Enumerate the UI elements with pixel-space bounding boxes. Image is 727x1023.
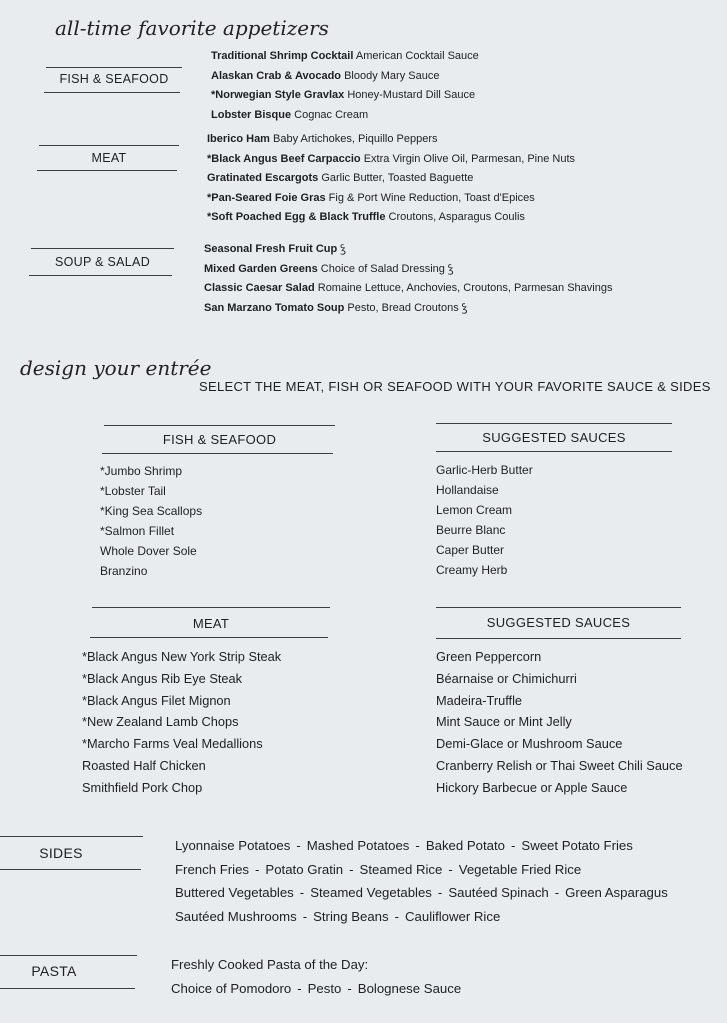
- divider: [436, 451, 672, 452]
- option-item: Buttered Vegetables: [175, 885, 294, 900]
- sauce-item: Creamy Herb: [436, 563, 508, 577]
- separator: -: [394, 908, 400, 924]
- menu-item-name: Classic Caesar Salad: [204, 282, 315, 294]
- menu-item-description: Honey-Mustard Dill Sauce: [344, 89, 476, 101]
- pasta-line: Freshly Cooked Pasta of the Day:: [171, 957, 369, 972]
- option-item: Baked Potato: [425, 838, 505, 853]
- sauce-item: Beurre Blanc: [436, 523, 506, 537]
- pasta-choices: [171, 977, 461, 1001]
- sides-line: [175, 834, 668, 858]
- divider: [436, 423, 672, 424]
- menu-item: [204, 279, 612, 299]
- menu-item: [204, 260, 612, 280]
- sauce-item: Demi-Glace or Mushroom Sauce: [436, 736, 623, 752]
- option-item: Potato Gratin: [265, 861, 344, 877]
- option-item: Sautéed Mushrooms: [175, 908, 297, 924]
- option-item: Sweet Potato Fries: [521, 838, 633, 853]
- option-item: Vegetable Fried Rice: [458, 861, 582, 877]
- menu-item-name: San Marzano Tomato Soup: [204, 301, 345, 314]
- option-item: Sautéed Spinach: [448, 885, 549, 900]
- entree-item: *Black Angus Filet Mignon: [82, 692, 231, 708]
- menu-item-name: Mixed Garden Greens: [204, 262, 318, 275]
- fish-items-list: [100, 461, 202, 581]
- divider: [37, 170, 177, 171]
- sauce-item: Lemon Cream: [436, 503, 513, 517]
- entree-meat-heading: MEAT: [192, 616, 230, 631]
- separator: -: [448, 861, 453, 877]
- fish-sauces-heading: SUGGESTED SAUCES: [482, 430, 626, 445]
- separator: -: [347, 980, 352, 996]
- divider: [92, 607, 330, 608]
- menu-item-name: *Norwegian Style Gravlax: [211, 89, 345, 101]
- menu-item: [207, 150, 575, 170]
- divider: [0, 988, 135, 989]
- sauce-item: Hollandaise: [436, 483, 499, 497]
- menu-item-name: Traditional Shrimp Cocktail: [211, 50, 354, 62]
- sauce-item: Cranberry Relish or Thai Sweet Chili Sauce: [436, 757, 683, 773]
- option-item: String Beans: [313, 908, 389, 924]
- menu-item-description: Croutons, Asparagus Coulis: [385, 211, 525, 223]
- menu-item-description: Choice of Salad Dressing: [317, 262, 445, 275]
- option-item: Green Asparagus: [565, 885, 668, 900]
- fish-sauces-list: [436, 460, 533, 580]
- option-item: Lyonnaise Potatoes: [175, 838, 291, 853]
- menu-item: [207, 169, 575, 189]
- menu-item: [211, 67, 479, 87]
- sauce-item: Madeira-Truffle: [436, 692, 523, 708]
- menu-item-name: *Soft Poached Egg & Black Truffle: [207, 211, 386, 223]
- sauce-item: Green Peppercorn: [436, 649, 542, 664]
- divider: [44, 92, 180, 93]
- separator: -: [302, 908, 308, 924]
- separator: -: [349, 861, 354, 877]
- option-item: Pesto: [307, 980, 342, 996]
- meat-sauces-heading: SUGGESTED SAUCES: [486, 615, 631, 630]
- menu-item-name: *Black Angus Beef Carpaccio: [207, 152, 361, 165]
- divider: [436, 638, 681, 639]
- pasta-list: [171, 953, 461, 1000]
- sauce-item: Caper Butter: [436, 543, 505, 557]
- menu-item-name: Iberico Ham: [207, 133, 270, 145]
- entree-subtitle: SELECT THE MEAT, FISH OR SEAFOOD WITH YOUR FAVORITE SAUCE & SIDES: [199, 379, 711, 394]
- option-item: Steamed Rice: [359, 861, 443, 877]
- appetizer-meat-list: [207, 130, 575, 228]
- menu-item-description: Cognac Cream: [291, 108, 369, 121]
- menu-item: [207, 189, 575, 209]
- entree-item: *New Zealand Lamb Chops: [82, 714, 239, 730]
- menu-item-description: Extra Virgin Olive Oil, Parmesan, Pine Nuts: [360, 152, 576, 165]
- menu-item: [211, 106, 479, 126]
- separator: -: [296, 838, 301, 853]
- divider: [39, 145, 179, 146]
- menu-item-description: American Cocktail Sauce: [353, 50, 479, 62]
- sauce-item: Béarnaise or Chimichurri: [436, 670, 577, 686]
- entree-item: Whole Dover Sole: [100, 544, 197, 558]
- entree-item: *Black Angus Rib Eye Steak: [82, 670, 243, 686]
- menu-item: [204, 240, 612, 260]
- entree-item: *Jumbo Shrimp: [100, 464, 183, 478]
- menu-item-description: Fig & Port Wine Reduction, Toast d'Epices: [325, 191, 535, 204]
- menu-item-description: Baby Artichokes, Piquillo Peppers: [269, 133, 438, 145]
- menu-item-name: Seasonal Fresh Fruit Cup: [204, 243, 338, 255]
- sides-line: [175, 881, 668, 905]
- option-item: Steamed Vegetables: [310, 885, 432, 900]
- menu-item: [207, 208, 575, 228]
- meat-items-list: [82, 646, 281, 799]
- appetizer-fish-list: [211, 47, 479, 125]
- sauce-item: Garlic-Herb Butter: [436, 463, 533, 477]
- menu-item: [207, 130, 575, 150]
- menu-item-name: Lobster Bisque: [211, 108, 292, 121]
- divider: [0, 869, 141, 870]
- separator: -: [255, 861, 260, 877]
- divider: [90, 637, 328, 638]
- separator: -: [415, 838, 420, 853]
- entree-item: *Marcho Farms Veal Medallions: [82, 736, 263, 752]
- entree-item: *Lobster Tail: [100, 484, 166, 498]
- separator: -: [437, 885, 443, 900]
- option-item: Bolognese Sauce: [357, 980, 462, 996]
- salad-icon: ꝣ: [340, 243, 346, 255]
- entree-item: *Salmon Fillet: [100, 524, 175, 538]
- entree-item: Roasted Half Chicken: [82, 757, 206, 773]
- divider: [29, 275, 172, 276]
- divider: [46, 67, 182, 68]
- menu-item-description: Pesto, Bread Croutons: [344, 301, 459, 314]
- menu-item: [204, 299, 612, 319]
- option-item: Choice of Pomodoro: [171, 980, 292, 996]
- category-meat: MEAT: [91, 151, 127, 165]
- salad-icon: ꝣ: [447, 262, 454, 275]
- menu-item: [211, 86, 479, 106]
- menu-item-description: Garlic Butter, Toasted Baguette: [318, 172, 474, 184]
- option-item: Mashed Potatoes: [306, 838, 410, 853]
- divider: [0, 955, 137, 956]
- pasta-heading: PASTA: [31, 963, 77, 979]
- sauce-item: Hickory Barbecue or Apple Sauce: [436, 779, 628, 795]
- sides-list: [175, 834, 668, 928]
- appetizer-soup-list: [204, 240, 612, 318]
- category-fish-seafood: FISH & SEAFOOD: [59, 72, 169, 86]
- divider: [0, 836, 143, 837]
- appetizers-heading: all-time favorite appetizers: [55, 16, 329, 40]
- meat-sauces-list: [436, 646, 683, 799]
- entree-item: *King Sea Scallops: [100, 504, 203, 518]
- entree-fish-heading: FISH & SEAFOOD: [162, 432, 277, 447]
- menu-item-name: *Pan-Seared Foie Gras: [207, 191, 326, 204]
- option-item: Cauliflower Rice: [405, 908, 501, 924]
- divider: [104, 425, 335, 426]
- menu-item-description: Bloody Mary Sauce: [341, 69, 440, 82]
- separator: -: [297, 980, 302, 996]
- divider: [31, 248, 174, 249]
- separator: -: [554, 885, 560, 900]
- option-item: French Fries: [175, 861, 250, 877]
- sides-line: [175, 858, 668, 882]
- entree-item: Smithfield Pork Chop: [82, 779, 203, 795]
- menu-item-name: Alaskan Crab & Avocado: [211, 69, 342, 82]
- sides-heading: SIDES: [39, 845, 83, 861]
- menu-item-name: Gratinated Escargots: [207, 172, 319, 184]
- divider: [102, 453, 333, 454]
- separator: -: [511, 838, 516, 853]
- menu-item: [211, 47, 479, 67]
- entree-item: *Black Angus New York Strip Steak: [82, 649, 282, 664]
- divider: [436, 607, 681, 608]
- sauce-item: Mint Sauce or Mint Jelly: [436, 714, 572, 730]
- sides-line: [175, 905, 668, 929]
- separator: -: [299, 885, 305, 900]
- salad-icon: ꝣ: [461, 301, 468, 314]
- menu-item-description: Romaine Lettuce, Anchovies, Croutons, Parmesan Shavings: [314, 282, 613, 294]
- category-soup-salad: SOUP & SALAD: [54, 255, 151, 269]
- entree-heading: design your entrée: [20, 356, 212, 380]
- entree-item: Branzino: [100, 564, 148, 578]
